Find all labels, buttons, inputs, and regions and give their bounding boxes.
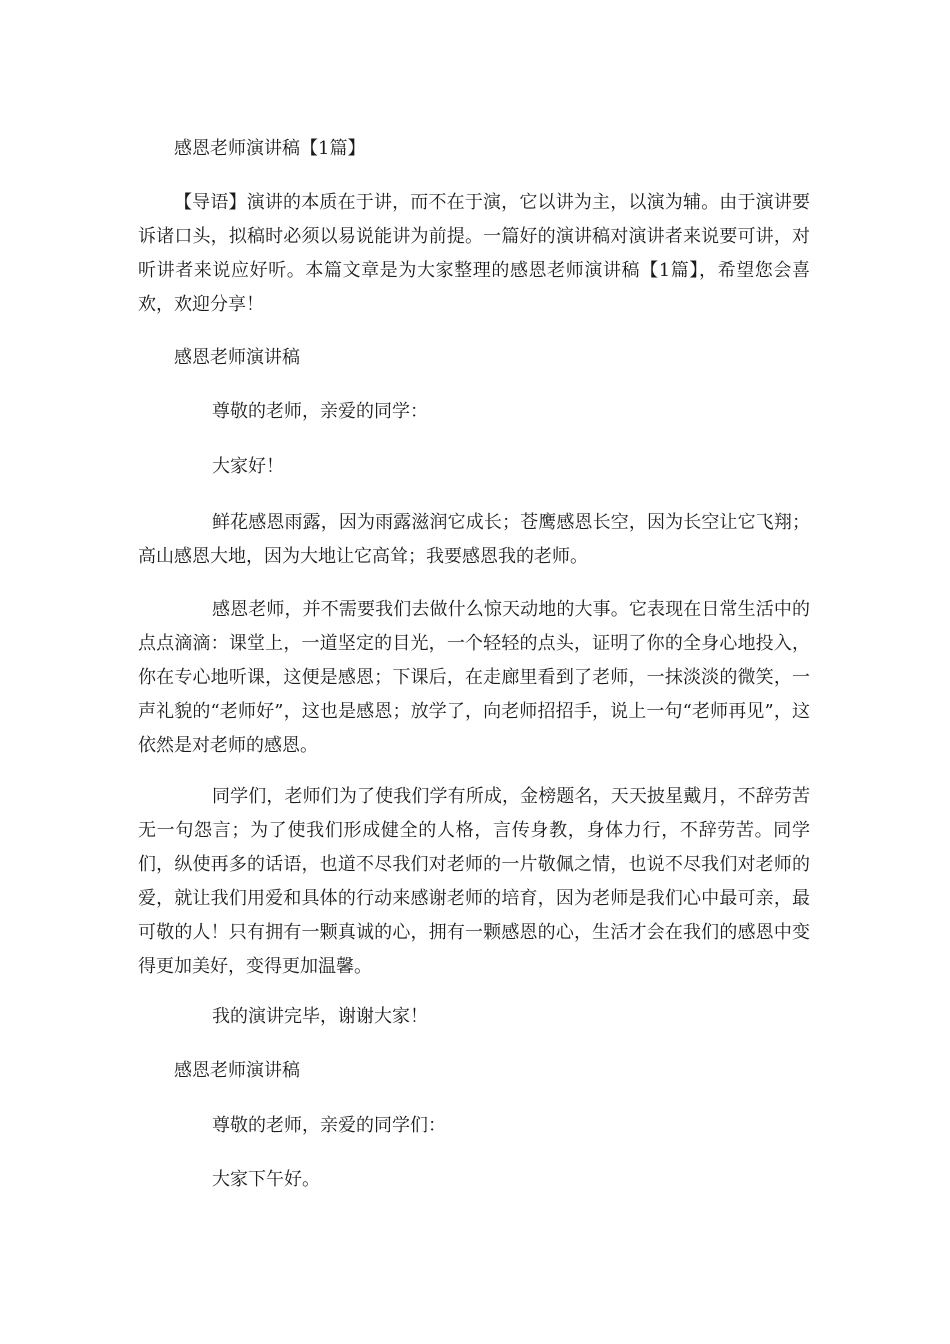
speech1-paragraph-1: 鲜花感恩雨露，因为雨露滋润它成长；苍鹰感恩长空，因为长空让它飞翔；高山感恩大地，因为大地让它高耸；我要感恩我的老师。 xyxy=(138,512,810,567)
speech1-paragraph-3: 同学们，老师们为了使我们学有所成，金榜题名，天天披星戴月，不辞劳苦无一句怨言；为了使我们形成健全的人格，言传身教，身体力行，不辞劳苦。同学们，纵使再多的话语，也道不尽我们对老师的一片敬佩之情，也说不尽我们对老师的爱，就让我们用爱和具体的行动来感谢老师的培育，因为老师是我们心中最可亲，最可敬的人！只有拥有一颗真诚的心，拥有一颗感恩的心，生活才会在我们的感恩中变得更加美好，变得更加温馨。 xyxy=(138,786,810,977)
speech1-closing: 我的演讲完毕，谢谢大家！ xyxy=(212,1006,428,1027)
speech1-heading: 感恩老师演讲稿 xyxy=(174,347,300,368)
speech2-heading: 感恩老师演讲稿 xyxy=(174,1060,300,1081)
speech2-salutation: 尊敬的老师，亲爱的同学们： xyxy=(212,1115,446,1136)
speech2-greeting: 大家下午好。 xyxy=(212,1169,320,1190)
document-title: 感恩老师演讲稿【1篇】 xyxy=(174,138,366,159)
speech1-paragraph-2: 感恩老师，并不需要我们去做什么惊天动地的大事。它表现在日常生活中的点点滴滴：课堂上，一道坚定的目光，一个轻轻的点头，证明了你的全身心地投入，你在专心地听课，这便是感恩；下课后，在走廊里看到了老师，一抹淡淡的微笑，一声礼貌的“老师好”，这也是感恩；放学了，向老师招招手，说上一句“老师再见”，这依然是对老师的感恩。 xyxy=(138,599,810,756)
speech1-greeting: 大家好！ xyxy=(212,456,284,477)
speech1-salutation: 尊敬的老师，亲爱的同学： xyxy=(212,401,428,422)
intro-paragraph: 【导语】演讲的本质在于讲，而不在于演，它以讲为主，以演为辅。由于演讲要诉诸口头，拟稿时必须以易说能讲为前提。一篇好的演讲稿对演讲者来说要可讲，对听讲者来说应好听。本篇文章是为大家整理的感恩老师演讲稿【1篇】，希望您会喜欢，欢迎分享！ xyxy=(138,192,810,315)
